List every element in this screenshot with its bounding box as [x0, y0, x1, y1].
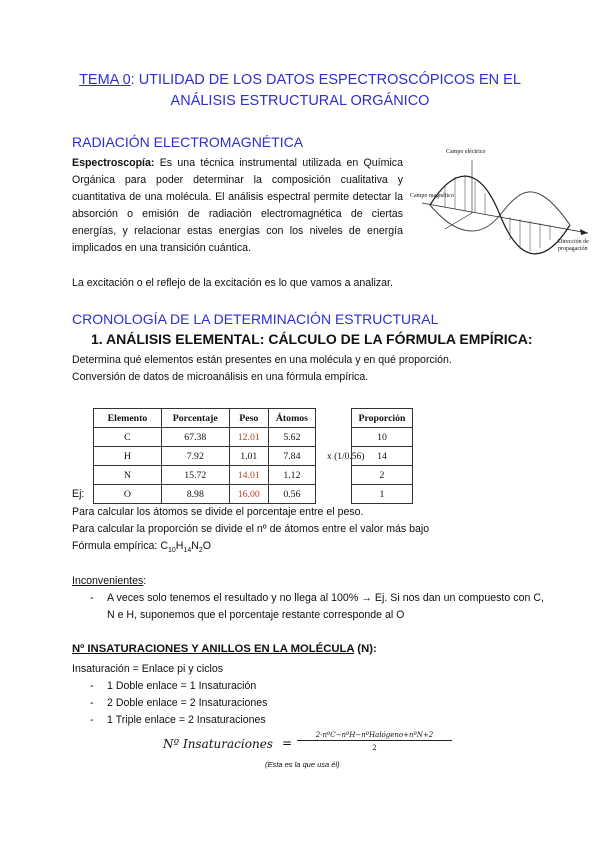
cell-element: C	[94, 428, 162, 447]
table-row	[352, 466, 413, 485]
cell-weight: 1.01	[229, 447, 268, 466]
table-row	[352, 428, 413, 447]
calc-proportion-line: Para calcular la proporción se divide el nº de átomos entre el valor más bajo	[72, 523, 430, 535]
bullet-dash: -	[90, 592, 94, 604]
cell-percent: 8.98	[161, 485, 229, 504]
subheading-elemental-analysis: 1. ANÁLISIS ELEMENTAL: CÁLCULO DE LA FÓRMULA EMPÍRICA:	[91, 331, 533, 347]
cell-percent: 15.72	[161, 466, 229, 485]
inconvenientes-colon: :	[143, 575, 147, 587]
header-porcentaje: Porcentaje	[161, 409, 229, 428]
elemental-line2: Conversión de datos de microanálisis en una fórmula empírica.	[72, 371, 369, 383]
cell-weight: 16.00	[229, 485, 268, 504]
list-item: 1 Doble enlace = 1 Insaturación	[107, 680, 257, 692]
formula-o: O	[202, 540, 212, 552]
section-heading-chronology: CRONOLOGÍA DE LA DETERMINACIÓN ESTRUCTURAL	[72, 311, 439, 327]
cell-atoms: 7.84	[268, 447, 315, 466]
formula-c-sub: 10	[167, 547, 176, 555]
table-header-row	[94, 409, 316, 428]
elemental-line1: Determina qué elementos están presentes en una molécula y en qué proporción.	[72, 354, 452, 366]
header-peso: Peso	[229, 409, 268, 428]
cell-atoms: 0.56	[268, 485, 315, 504]
example-label: Ej:	[72, 488, 85, 500]
formula-h: H	[175, 540, 184, 552]
header-proporcion: Proporción	[352, 409, 413, 428]
title-line2: ANÁLISIS ESTRUCTURAL ORGÁNICO	[170, 93, 430, 109]
bullet-dash: -	[90, 680, 94, 692]
equation-lhs: Nº Insaturaciones	[163, 737, 273, 751]
cell-percent: 67.38	[161, 428, 229, 447]
label-propagation: Dirección de propagación	[558, 239, 589, 252]
page-title	[70, 70, 530, 112]
formula-n-sub: 2	[198, 547, 203, 555]
empirical-formula-line	[72, 538, 211, 559]
cell-weight: 12.01	[229, 428, 268, 447]
spectroscopy-term: Espectroscopía:	[72, 157, 155, 169]
cell-percent: 7.92	[161, 447, 229, 466]
cell-weight: 14.01	[229, 466, 268, 485]
cell-proportion: 2	[352, 466, 413, 485]
section-heading-radiation: RADIACIÓN ELECTROMAGNÉTICA	[72, 134, 304, 150]
cell-proportion: 14	[352, 447, 413, 466]
unsaturation-definition: Insaturación = Enlace pi y ciclos	[72, 663, 224, 675]
label-magnetic-field: Campo magnético	[410, 193, 454, 199]
header-elemento: Elemento	[94, 409, 162, 428]
formula-n: N	[191, 540, 199, 552]
equation-equals: =	[282, 736, 293, 750]
inconvenientes-heading	[72, 573, 146, 590]
title-prefix: TEMA 0	[79, 72, 131, 88]
table-row	[94, 466, 316, 485]
formula-h-sub: 14	[183, 547, 192, 555]
unsaturation-heading-suffix: (N):	[354, 643, 377, 655]
unsaturation-heading-text: Nº INSATURACIONES Y ANILLOS EN LA MOLÉCULA	[72, 643, 355, 655]
list-item: 2 Doble enlace = 2 Insaturaciones	[107, 697, 268, 709]
spectroscopy-definition: Es una técnica instrumental utilizada en Química Orgánica para poder determinar la composición cualitativa y cuantitativa de una molécula. El análisis espectral permite detectar la absorción o emisión de radiación electromagnética de ciertas energías, y relacionar estas energías con los niveles de energía implicados en una transición cuántica.	[72, 157, 403, 254]
equation-numerator: 2·nºC−nºH−nºHalógeno+nºN+2	[297, 731, 452, 741]
cell-proportion: 1	[352, 485, 413, 504]
table-row	[94, 447, 316, 466]
title-rest: : UTILIDAD DE LOS DATOS ESPECTROSCÓPICOS EN EL	[130, 72, 521, 88]
list-item: 1 Triple enlace = 2 Insaturaciones	[107, 714, 266, 726]
table-row	[94, 485, 316, 504]
label-electric-field: Campo eléctrico	[446, 149, 486, 155]
multiplier-label: x (1/0.56)	[327, 452, 365, 462]
inconvenientes-item: A veces solo tenemos el resultado y no llega al 100% → Ej. Si nos dan un compuesto con C, N e H, suponemos que el porcentaje restante corresponde al O	[107, 592, 544, 621]
table-header-row	[352, 409, 413, 428]
cell-atoms: 1.12	[268, 466, 315, 485]
spectroscopy-paragraph	[72, 155, 403, 257]
calc-atoms-line: Para calcular los átomos se divide el porcentaje entre el peso.	[72, 506, 364, 518]
bullet-dash: -	[90, 714, 94, 726]
excitation-note: La excitación o el reflejo de la excitación es lo que vamos a analizar.	[72, 277, 393, 289]
em-wave-figure	[410, 145, 600, 263]
cell-proportion: 10	[352, 428, 413, 447]
table-row	[352, 485, 413, 504]
table-row	[352, 447, 413, 466]
cell-atoms: 5.62	[268, 428, 315, 447]
cell-element: O	[94, 485, 162, 504]
proportion-table	[351, 408, 413, 504]
empirical-formula-label: Fórmula empírica:	[72, 540, 161, 552]
formula-c: C	[160, 540, 168, 552]
bullet-dash: -	[90, 697, 94, 709]
elemental-table	[93, 408, 316, 504]
inconvenientes-label: Inconvenientes	[72, 575, 144, 587]
cell-element: N	[94, 466, 162, 485]
equation-note: (Esta es la que usa él)	[265, 760, 340, 769]
cell-element: H	[94, 447, 162, 466]
equation-denominator: 2	[372, 744, 377, 752]
table-row	[94, 428, 316, 447]
unsaturation-heading	[72, 643, 377, 655]
header-atomos: Átomos	[268, 409, 315, 428]
